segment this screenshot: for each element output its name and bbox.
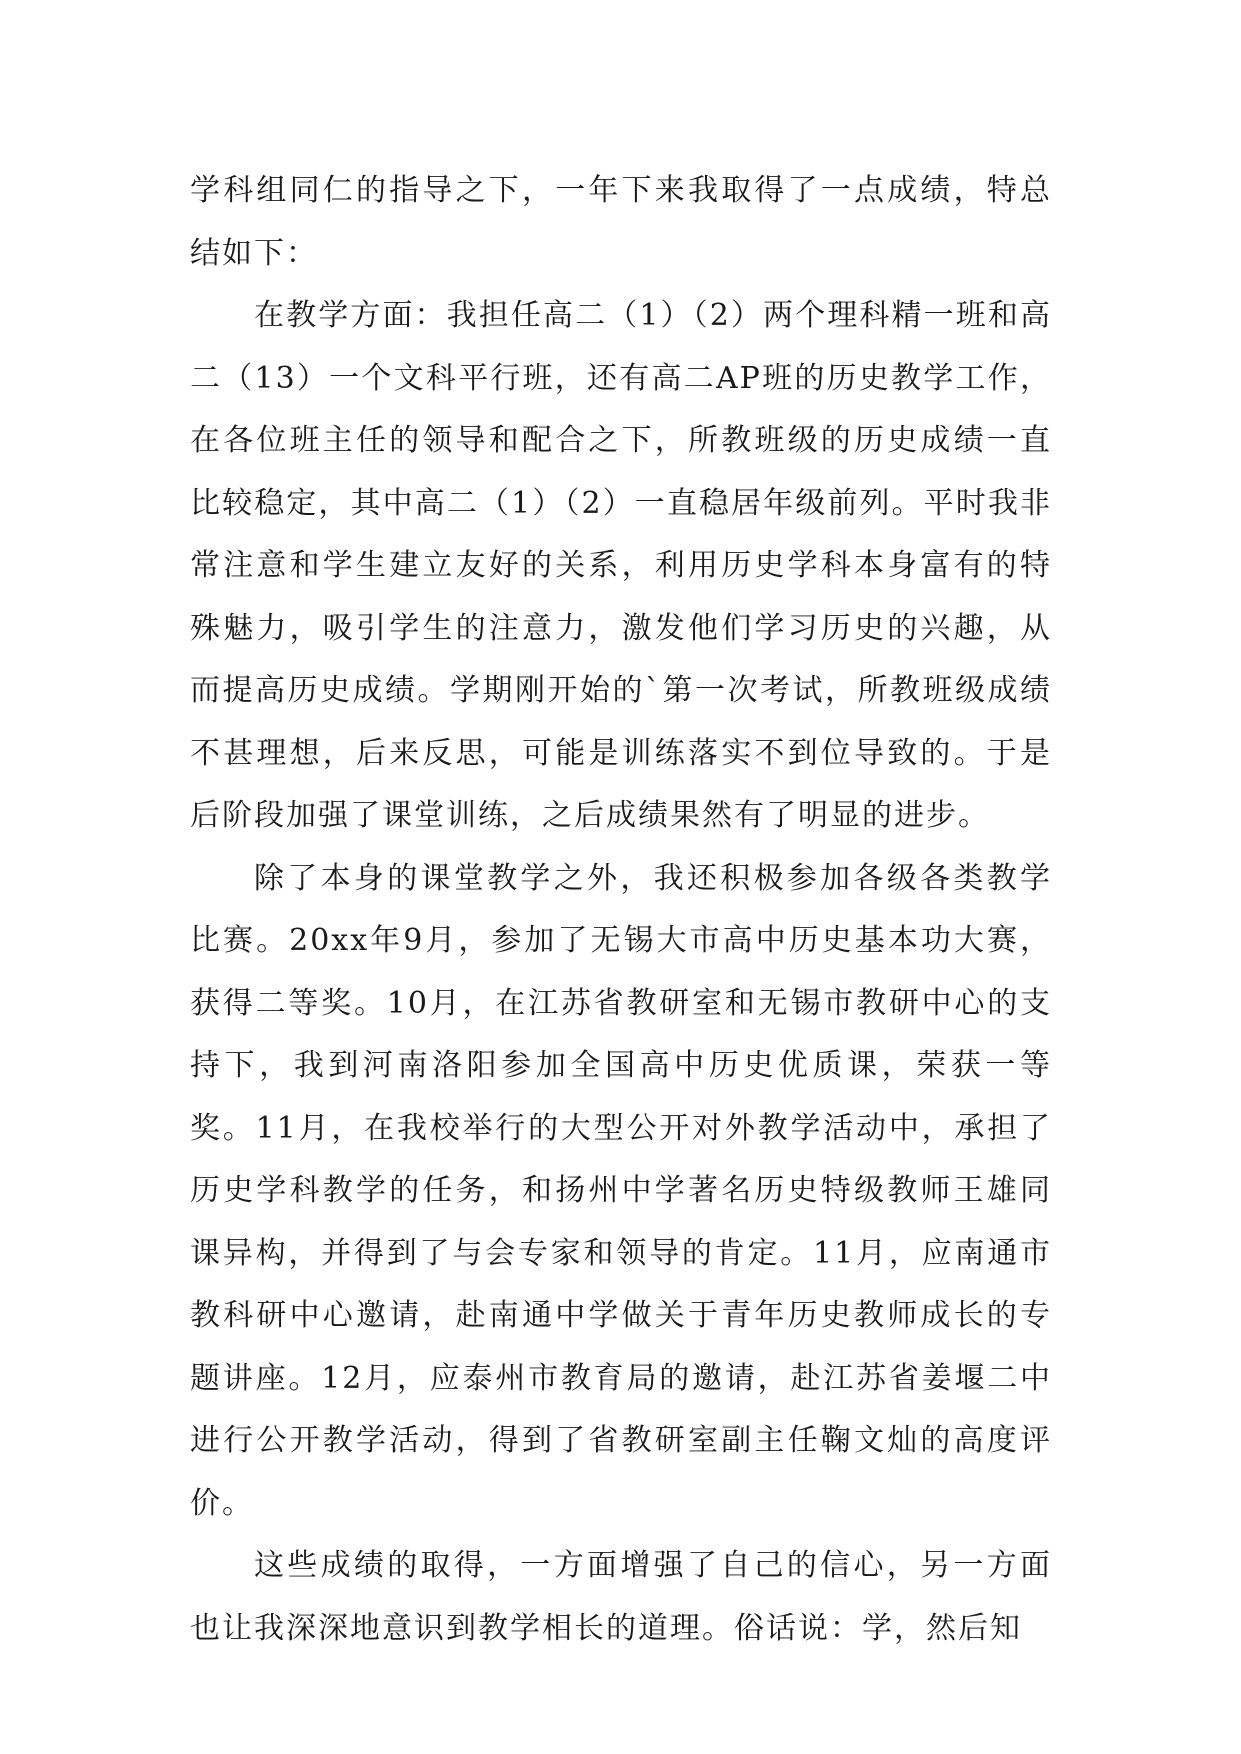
paragraph-reflection: 这些成绩的取得，一方面增强了自己的信心，另一方面也让我深深地意识到教学相长的道理。俗话说：学，然后知 [190, 1548, 1052, 1646]
paragraph-competitions: 除了本身的课堂教学之外，我还积极参加各级各类教学比赛。20xx年9月，参加了无锡大市高中历史基本功大赛，获得二等奖。10月，在江苏省教研室和无锡市教研中心的支持下，我到河南洛阳参加全国高中历史优质课，荣获一等奖。11月，在我校举行的大型公开对外教学活动中，承担了历史学科教学的任务，和扬州中学著名历史特级教师王雄同课异构，并得到了与会专家和领导的肯定。11月，应南通市教科研中心邀请，赴南通中学做关于青年历史教师成长的专题讲座。12月，应泰州市教育局的邀请，赴江苏省姜堰二中进行公开教学活动，得到了省教研室副主任鞠文灿的高度评价。 [190, 860, 1052, 1521]
paragraph-continuation: 学科组同仁的指导之下，一年下来我取得了一点成绩，特总结如下： [190, 173, 1052, 271]
document-body [190, 160, 1052, 1660]
paragraph-teaching: 在教学方面：我担任高二（1）（2）两个理科精一班和高二（13）一个文科平行班，还有高二AP班的历史教学工作，在各位班主任的领导和配合之下，所教班级的历史成绩一直比较稳定，其中高二（1）（2）一直稳居年级前列。平时我非常注意和学生建立友好的关系，利用历史学科本身富有的特殊魅力，吸引学生的注意力，激发他们学习历史的兴趣，从而提高历史成绩。学期刚开始的`第一次考试，所教班级成绩不甚理想，后来反思，可能是训练落实不到位导致的。于是后阶段加强了课堂训练，之后成绩果然有了明显的进步。 [190, 298, 1052, 833]
